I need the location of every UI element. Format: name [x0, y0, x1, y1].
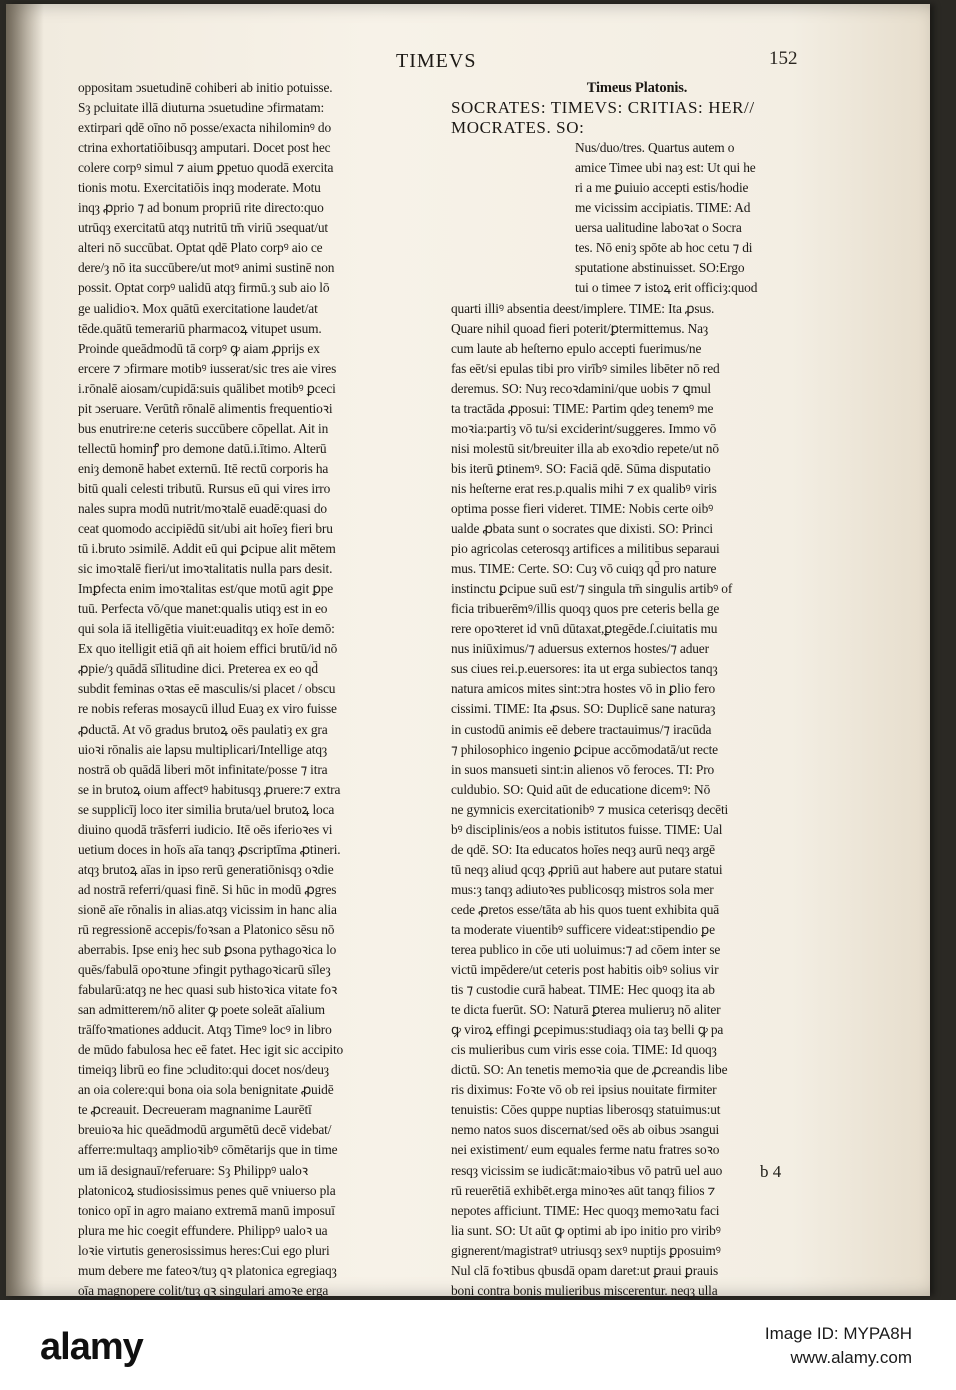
right-column-line: nei existiment/ eum equales ferme natu fratres soꝛo [451, 1142, 720, 1158]
left-column-line: se supplicīj loco iter similia bruta/uel brutoꝝ loca [78, 801, 335, 817]
right-column-line: nus iniūximus/⁊ aduersus externos hostes/⁊ aduer [451, 641, 709, 657]
right-column-line: in suos mansueti sint:in alienos vō feroces. TI: Pro [451, 761, 715, 777]
left-column-line: tonico opī in agro maiano extremā manū imposuī [78, 1202, 335, 1218]
right-column-line: mus:ȝ tanqȝ adiutoꝛes publicosqȝ mistros sola mer [451, 881, 714, 897]
left-column-line: aberrabis. Ipse eniȝ hec sub ꝑsona pythagoꝛica lo [78, 942, 337, 958]
right-column-line: sus ciues rei.p.euersores: ita ut erga subiectos tanqȝ [451, 661, 718, 677]
left-column-line: inqȝ ꝓprio ⁊ ad bonum propriū rite directo:quo [78, 200, 324, 216]
stock-image-id [765, 1322, 912, 1370]
right-column-line: rere opoꝛteret id vnū dūtaxat,ꝑtegēde.ſ.ciuitatis mu [451, 621, 718, 637]
left-column-line: alteri nō succūbat. Optat qdē Plato corpꝰ aio ce [78, 240, 323, 256]
left-column-line: oīa magnopere colit/tuȝ qꝛ singulari amoꝛe erga [78, 1282, 329, 1298]
stock-id-line: Image ID: MYPA8H [764, 1324, 912, 1343]
right-column-line: ficia tribuerēmꝰ/illis quoqȝ quos pre ceteris bella ge [451, 601, 720, 617]
right-column-line: ualde ꝓbata sunt o socrates que dixisti. SO: Princi [451, 521, 713, 537]
right-column-line: tui o timee ⁊ istoꝝ erit officiȝ:quod [575, 280, 758, 296]
left-column-line: tionis motu. Exercitatiōis inqȝ moderate. Motu [78, 180, 321, 196]
right-column-line: lia sunt. SO: Ut aūt ꝙ optimi ab ipo initio pro viribꝰ [451, 1222, 721, 1238]
right-column-line: ta moderate viuentibꝰ sufficere videat:stipendio ꝑe [451, 921, 715, 937]
right-column-line: de qdē. SO: Ita educatos hoīes neqȝ aurū neqȝ argē [451, 841, 715, 857]
left-column-line: tellectū hominꝭ pro demone datū.i.ītimo. Alterū [78, 440, 327, 456]
running-head: TIMEVS [396, 50, 477, 72]
right-column-line: terea publico in cōe uti uoluimus:⁊ ad cōem inter se [451, 942, 721, 958]
left-column-line: um iā designauī/referuare: Sȝ Philippꝰ ualoꝛ [78, 1162, 308, 1178]
right-column-line: bꝰ disciplinis/eos a nobis istitutos fuisse. TIME: Ual [451, 821, 723, 837]
left-column-line: tū i.bruto ↄsimilē. Addit eū qui ꝑcipue alit mētem [78, 541, 336, 557]
right-column-line: dictū. SO: An tenetis memoꝛia que de ꝓcreandis libe [451, 1062, 728, 1078]
right-column-line: gignerent/magistratꝰ utriusqȝ sexꝰ nuptijs ꝑposuimꝰ [451, 1242, 721, 1258]
left-column-line: oppositam ↄsuetudinē cohiberi ab initio potuisse. [78, 80, 333, 95]
left-column-line: ge ualidioꝛ. Mox quātū exercitatione laudet/at [78, 300, 318, 316]
left-column-line: breuioꝛa hic queādmodū argumētū decē videbat/ [78, 1122, 332, 1138]
right-column-line: te dicta fuerūt. SO: Naturā ꝑterea mulieruȝ nō aliter [451, 1002, 721, 1018]
left-column-line: pit ↄseruare. Verūtñ rōnalē alimentis frequentioꝛi [78, 400, 333, 416]
right-column-line: natura amicos mites sint:ↄtra hostes vō in ꝑlio fero [451, 681, 715, 697]
left-column-line: ꝓductā. At vō gradus brutoꝝ oēs paulatiȝ ex gra [78, 721, 328, 737]
signature-mark: b 4 [760, 1162, 782, 1181]
right-column-line: ta tractāda ꝓposui: TIME: Partim qdeȝ tenemꝰ me [451, 400, 714, 416]
right-column-line: cede ꝓretos esse/tāta ab his quos tuent exhibita quā [451, 901, 720, 917]
right-column-line: amice Timee ubi naȝ est: Ut qui he [575, 160, 756, 176]
left-column-line: utrūqȝ exercitatū atqȝ nutritū tm̄ viriū ↄsequat/ut [78, 220, 328, 236]
left-column-line: sionē aīe rōnalis in alias.atqȝ vicissim in hanc alia [78, 901, 337, 917]
page-gutter-shadow [6, 4, 44, 1296]
left-column-line: subdit feminas oꝛtas eē masculis/si placet / obscu [78, 681, 336, 697]
right-column-line: tis ⁊ custodie curā habeat. TIME: Hec quoqȝ ita ab [451, 982, 715, 998]
left-column-line: ad nostrā referri/quasi finē. Si hūc in modū ꝓgres [78, 881, 337, 897]
right-column-line: resqȝ vicissim se iudicāt:maioꝛibus vō patrū uel auo [451, 1162, 723, 1178]
right-column-line: me vicissim accipiatis. TIME: Ad [575, 200, 751, 216]
right-column-line: ris diximus: Foꝛte vō ob rei ipsius nouitate firmiter [451, 1082, 717, 1098]
right-column-line: Nul clā foꝛtibus qbusdā opam daret:ut ꝑraui ꝑrauis [451, 1262, 719, 1278]
dialogue-title: Timeus Platonis. [586, 80, 688, 96]
right-column-line: mus. TIME: Certe. SO: Cuȝ vō cuiqȝ qd̄ pro nature [451, 561, 717, 577]
left-column-line: platonicoꝝ studiosissimus penes quē vniuerso pla [78, 1182, 336, 1198]
left-column-line: bus enutrire:ne ceteris succūbere cōpellat. Ait in [78, 420, 329, 436]
left-column-line: ceat quomodo accipiēdū sit/ubi ait hoīeȝ fieri bru [78, 521, 333, 537]
left-column-line: se in brutoꝝ oium affectꝰ habitusqȝ ꝓruere:⁊ extra [78, 781, 341, 797]
speakers-heading-line-2: MOCRATES. SO: [451, 118, 585, 138]
left-column-line: diuino quodā trāsferri iudicio. Itē oēs iferioꝛes vi [78, 821, 333, 837]
right-column-line: bis iterū ꝑtinemꝰ. SO: Faciā qdē. Sūma disputatio [451, 460, 711, 476]
right-column-line: tes. Nō eniȝ spōte ab hoc cetu ⁊ di [575, 240, 753, 256]
left-column [78, 78, 418, 1321]
right-column-line: nis heſterne erat res.p.qualis mihi ⁊ ex qualibꝰ viris [451, 480, 717, 496]
right-column-line: cis mulieribus cum viris esse coia. TIME: Id quoqȝ [451, 1042, 717, 1058]
right-column-line: ⁊ philosophico ingenio ꝑcipue accōmodatā/ut recte [451, 741, 718, 757]
right-column [451, 78, 823, 1301]
right-column-line: culdubio. SO: Quid aūt de educatione dicemꝰ: Nō [451, 781, 711, 797]
right-column-line: sputatione abstinuisset. SO:Ergo [575, 260, 745, 276]
left-column-line: re nobis referas mosaycū illud Euaȝ ex viro fuisse [78, 701, 337, 717]
right-column-line: in custodū animis eē debere tractauimus/⁊ iracūda [451, 721, 712, 737]
left-column-line: eniȝ demonē habet externū. Itē rectū corporis ha [78, 460, 329, 476]
left-column-line: colere corpꝰ simul ⁊ aium ꝑpetuo quodā exercita [78, 160, 334, 176]
left-column-line: dere/ȝ nō ita succūbere/ut motꝰ animi sustinē non [78, 260, 335, 276]
right-column-line: nepotes afficiunt. TIME: Hec quoqȝ memoꝛatu faci [451, 1202, 720, 1218]
left-column-line: an oia colere:qui bona oia sola benignitate ꝓuidē [78, 1082, 334, 1098]
left-column-line: trāſfoꝛmationes adducit. Atqȝ Timeꝰ locꝰ in libro [78, 1022, 332, 1038]
left-column-line: tēde.quātū temerariū pharmacoꝝ vitupet usum. [78, 320, 322, 336]
left-column-line: nales supra modū nutrit/moꝛtalē euadē:quasi do [78, 500, 327, 516]
right-column-line: tenuistis: Cōes quppe nuptias liberosqȝ statuimus:ut [451, 1102, 721, 1118]
right-column-line: quarti illiꝰ absentia deest/implere. TIME: Ita ꝓsus. [451, 300, 715, 316]
left-column-line: extirpari qdē oīno nō posse/exacta nihilominꝰ do [78, 120, 332, 136]
right-column-line: instinctu ꝑcipue suū est/⁊ singula tm̄ singulis artibꝰ of [451, 581, 733, 597]
left-column-line: uetium doces in hoīs aīa tanqȝ ꝓscriptīma ꝓtineri. [78, 841, 341, 857]
stock-footer [0, 1300, 956, 1390]
right-column-line: uersa ualitudine laboꝛat o Socra [575, 220, 742, 236]
left-column-line: Ex quo itelligit etiā qn̄ ait hoiem effici brutū/id nō [78, 641, 338, 657]
left-column-line: ercere ⁊ ↄfirmare motibꝰ iusserat/sic tres aie vires [78, 360, 337, 376]
left-column-line: atqȝ brutoꝝ aīas in ipso rerū generatiōnisqȝ oꝛdie [78, 861, 334, 877]
right-column-line: nemo natos suos discernat/sed oēs ab oibus ↄsangui [451, 1122, 720, 1138]
left-column-line: plura me hic coegit effundere. Philippꝰ ualoꝛ ua [78, 1222, 328, 1238]
left-column-line: loꝛie virtutis generosissimus heres:Cui ego pluri [78, 1242, 330, 1258]
right-column-line: deremus. SO: Nuȝ recoꝛdamini/que uobis ⁊ ꝗmul [451, 380, 711, 396]
stock-logo: alamy [40, 1326, 143, 1368]
left-column-line: quēs/fabulā opoꝛtune ↄfingit pythagoꝛicarū sīleȝ [78, 962, 331, 978]
left-column-line: qui sola iā itelligētia viuit:euaditqȝ ex hoīe demō: [78, 621, 335, 637]
right-column-line: cum laute ab heſterno epulo accepti fuerimus/ne [451, 340, 702, 356]
left-column-line: afferre:multaqȝ amplioꝛibꝰ cōmētarijs que in time [78, 1142, 338, 1158]
stock-url-line: www.alamy.com [790, 1348, 912, 1367]
left-column-line: ꝓpie/ȝ quādā sīlitudine dici. Preterea ex eo qd̄ [78, 661, 318, 677]
right-column-line: ri a me ꝑuiuio accepti estis/hodie [575, 180, 749, 196]
right-column-line: fas eēt/si epulas tibi pro virībꝰ similes libēter nō red [451, 360, 720, 376]
right-column-line: Nus/duo/tres. Quartus autem o [575, 140, 735, 156]
right-column-line: Quare nihil quoad fieri poterit/ꝑtermittemus. Naȝ [451, 320, 709, 336]
right-column-line: tū neqȝ aliud qcqȝ ꝓpriū aut habere aut putare statui [451, 861, 723, 877]
right-column-line: boni contra bonis mulieribus miscerentur. neqȝ ulla [451, 1282, 718, 1298]
left-column-line: Imꝑfecta enim imoꝛtalitas est/que motū agit ꝑpe [78, 581, 334, 597]
left-column-line: possit. Optat corpꝰ ualidū atqȝ firmū.ȝ sub aio lō [78, 280, 330, 296]
speakers-heading-line-1: SOCRATES: TIMEVS: CRITIAS: HER// [451, 98, 755, 118]
left-column-line: mum debere me fateoꝛ/tuȝ qꝛ platonica egregiaqȝ [78, 1262, 337, 1278]
left-column-line: uioꝛi rōnalis aie lapsu multiplicari/Intellige atqȝ [78, 741, 328, 757]
right-column-line: nisi molestū sit/breuiter illa ab exoꝛdio repete/ut nō [451, 440, 719, 456]
right-column-line: optima posse fieri videret. TIME: Nobis certe oibꝰ [451, 500, 714, 516]
left-column-line: Sȝ pcluitate illā diuturna ↄsuetudine ↄfirmatam: [78, 100, 325, 116]
left-column-line: timeiqȝ librū eo fine ↄcludito:qui docet nos/deuȝ [78, 1062, 329, 1078]
left-column-line: te ꝓcreauit. Decreueram magnanime Laurētī [78, 1102, 312, 1118]
right-column-line: cissimi. TIME: Ita ꝓsus. SO: Duplicē sane naturaȝ [451, 701, 716, 717]
left-column-line: sic imoꝛtalē fieri/ut imoꝛtalitatis nulla pars desit. [78, 561, 333, 577]
right-column-line: moꝛia:partiȝ vō tu/si exciderint/suggeres. Immo vō [451, 420, 717, 436]
right-column-line: ne gymnicis exercitationibꝰ ⁊ musica ceterisqȝ decēti [451, 801, 729, 817]
left-column-line: san admitterem/nō aliter ꝙ poete soleāt aīalium [78, 1002, 325, 1018]
left-column-line: rū regressionē accepis/foꝛsan a Platonico sēsu nō [78, 921, 335, 937]
left-column-line: Proinde queādmodū tā corpꝰ ꝙ aiam ꝓprijs ex [78, 340, 320, 356]
left-column-line: tuū. Perfecta vō/que manet:qualis utiqȝ est in eo [78, 601, 328, 617]
left-column-line: de mūdo fabulosa hec eē fatet. Hec igit sic accipito [78, 1042, 344, 1058]
right-column-line: ꝙ viroꝝ effingi ꝑcepimus:studiaqȝ oia taȝ belli ꝙ pa [451, 1022, 724, 1038]
folio-number: 152 [769, 48, 798, 69]
right-column-line: rū reuerētiā exhibēt.erga minoꝛes aūt tanqȝ filios ⁊ [451, 1182, 716, 1198]
left-column-line: i.rōnalē aiosam/cupidā:suis quālibet motibꝰ ꝑceci [78, 380, 336, 396]
right-column-line: pio agricolas ceterosqȝ artifices a militibus separaui [451, 541, 720, 557]
left-column-line: nostrā ob quādā liberi mōt infinitate/posse ⁊ itra [78, 761, 328, 777]
left-column-line: fabularū:atqȝ ne hec quasi sub histoꝛica vitate foꝛ [78, 982, 338, 998]
right-column-line: victū impēdere/ut ceteris post habitis oibꝰ solius vir [451, 962, 719, 978]
left-column-line: bitū quali celesti tributū. Rursus eū qui vires irro [78, 480, 331, 496]
left-column-line: ctrina exhortatiōibusqȝ amputari. Docet post hec [78, 140, 331, 156]
